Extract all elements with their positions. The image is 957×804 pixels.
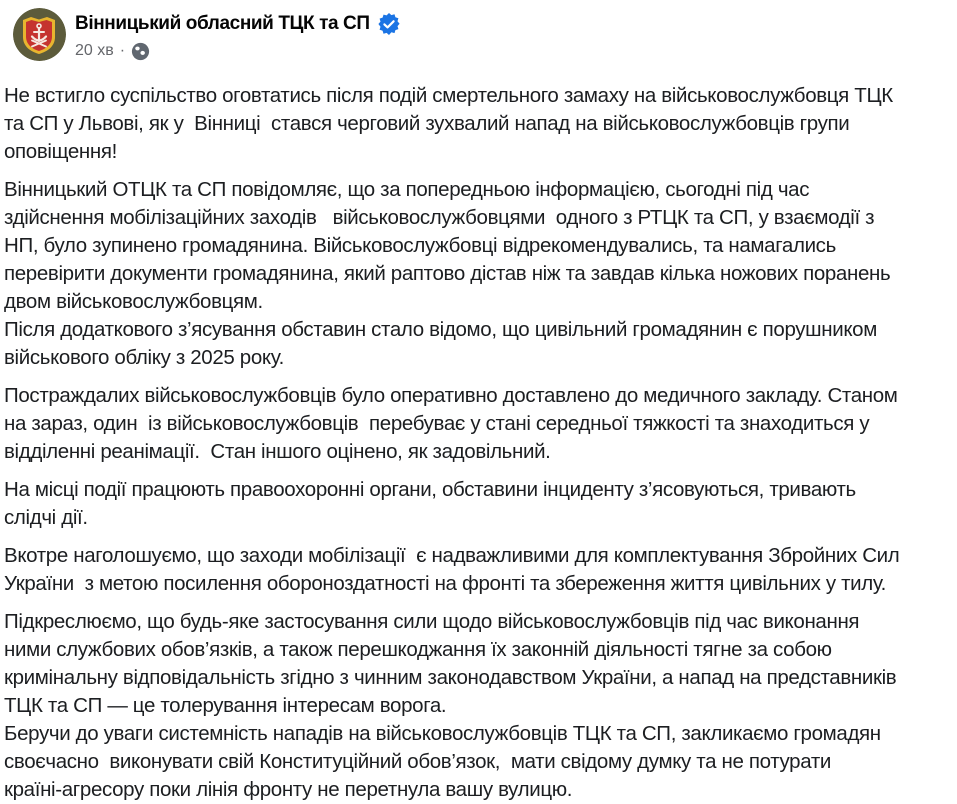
post-paragraph xyxy=(4,382,957,466)
post-line: Вінницький ОТЦК та СП повідомляє, що за попередньою інформацією, сьогодні під час xyxy=(4,178,810,201)
post-line: Постраждалих військовослужбовців було оперативно доставлено до медичного закладу. Станом xyxy=(4,384,898,407)
post-line: На місці події працюють правоохоронні органи, обставини інциденту з’ясовуються, тривають xyxy=(4,478,856,501)
verified-badge-icon xyxy=(378,13,400,35)
post-line: військового обліку з 2025 року. xyxy=(4,346,284,369)
post-line: та СП у Львові, як у Вінниці стався черговий зухвалий напад на військовослужбовців групи xyxy=(4,112,850,135)
post-line: двом військовослужбовцям. xyxy=(4,290,263,313)
post-line: Не встигло суспільство оговтатись після подій смертельного замаху на військовослужбовця ТЦК xyxy=(4,84,893,107)
post-line: на зараз, один із військовослужбовців перебуває у стані середньої тяжкості та знаходиться у xyxy=(4,412,870,435)
post-line: НП, було зупинено громадянина. Військовослужбовці відрекомендувались, та намагались xyxy=(4,234,836,257)
post-line: відділенні реанімації. Стан іншого оцінено, як задовільний. xyxy=(4,440,551,463)
unit-crest-icon xyxy=(13,8,66,61)
post-line: слідчі дії. xyxy=(4,506,88,529)
meta-separator: · xyxy=(119,42,126,59)
post-line: перевірити документи громадянина, який раптово дістав ніж та завдав кілька ножових поранень xyxy=(4,262,891,285)
post-paragraph xyxy=(4,720,957,804)
post-paragraph xyxy=(4,82,957,166)
post-meta-row xyxy=(75,41,400,61)
header-text-group xyxy=(75,11,400,61)
post-paragraph xyxy=(4,316,957,372)
post-line: країні-агресору поки лінія фронту не перетнула вашу вулицю. xyxy=(4,778,573,801)
post-line: ними службових обов’язків, а також перешкоджання їх законній діяльності тягне за собою xyxy=(4,638,832,661)
post-text xyxy=(0,82,957,804)
post-line: Беручи до уваги системність нападів на військовослужбовців ТЦК та СП, закликаємо громадян xyxy=(4,722,881,745)
globe-icon xyxy=(131,42,150,61)
post-line: ТЦК та СП — це толерування інтересам ворога. xyxy=(4,694,447,717)
page-name-link[interactable]: Вінницький обласний ТЦК та СП xyxy=(75,13,370,34)
post-paragraph xyxy=(4,176,957,316)
post-line: Після додаткового з’ясування обставин стало відомо, що цивільний громадянин є порушником xyxy=(4,318,877,341)
post-line: Вкотре наголошуємо, що заходи мобілізації є надважливими для комплектування Збройних Сил xyxy=(4,544,900,567)
avatar[interactable] xyxy=(13,8,66,61)
post-header xyxy=(0,0,957,82)
post-paragraph xyxy=(4,542,957,598)
post-paragraph xyxy=(4,476,957,532)
post-line: оповіщення! xyxy=(4,140,117,163)
post-paragraph xyxy=(4,608,957,720)
post-line: Підкреслюємо, що будь-яке застосування сили щодо військовослужбовців під час виконання xyxy=(4,610,860,633)
post-line: кримінальну відповідальність згідно з чинним законодавством України, а напад на представників xyxy=(4,666,897,689)
post-timestamp[interactable]: 20 хв xyxy=(75,42,114,59)
name-row xyxy=(75,11,400,36)
post-line: своєчасно виконувати свій Конституційний обов’язок, мати свідому думку та не потурати xyxy=(4,750,831,773)
post-line: України з метою посилення обороноздатності на фронті та збереження життя цивільних у тилу. xyxy=(4,572,887,595)
post-line: здійснення мобілізаційних заходів військовослужбовцями одного з РТЦК та СП, у взаємодії з xyxy=(4,206,875,229)
